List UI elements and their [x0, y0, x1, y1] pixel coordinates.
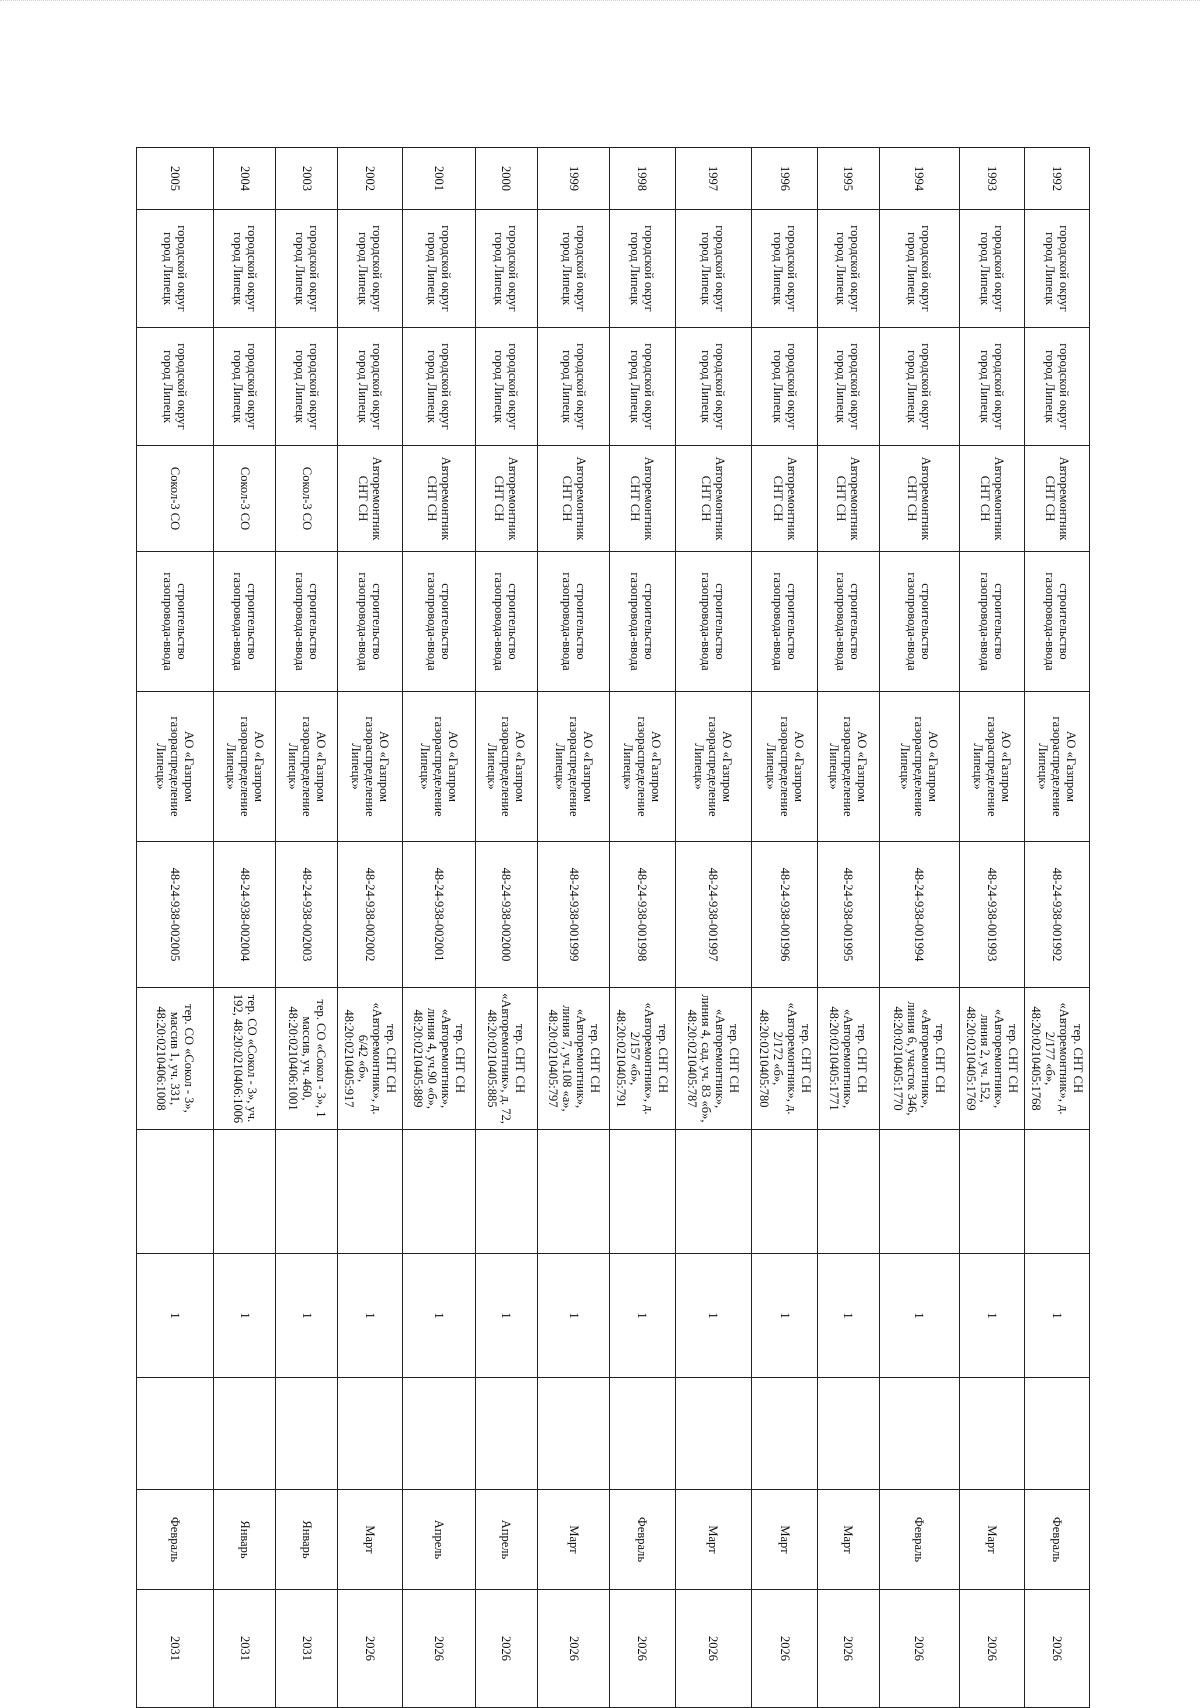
quantity-cell: 1	[137, 1254, 214, 1378]
work-type-cell: строительство газопровода-ввода	[337, 552, 402, 692]
sector-cell: Авторемонтник СНТ СН	[403, 446, 476, 552]
scan-top-edge	[0, 0, 1200, 12]
table-row	[610, 148, 675, 1708]
object-code-cell: 48-24-938-002000	[475, 842, 537, 988]
address-cell: тер. СНТ СН «Авторемонтник», линия 4, сад. уч. 83 «б», 48:20:0210405:787	[675, 988, 752, 1130]
quantity-cell: 1	[276, 1254, 338, 1378]
row-number-cell: 1995	[817, 148, 879, 210]
month-cell: Март	[959, 1490, 1024, 1590]
district-cell: городской округ город Липецк	[537, 210, 610, 328]
empty-cell	[752, 1130, 817, 1254]
empty-cell	[276, 1378, 338, 1490]
district-cell: городской округ город Липецк	[337, 210, 402, 328]
row-number-cell: 1996	[752, 148, 817, 210]
empty-cell	[879, 1378, 959, 1490]
quantity-cell: 1	[337, 1254, 402, 1378]
organization-cell: АО «Газпром газораспределение Липецк»	[879, 692, 959, 842]
row-number-cell: 1999	[537, 148, 610, 210]
empty-cell	[137, 1378, 214, 1490]
year-cell: 2026	[475, 1590, 537, 1708]
settlement-cell: городской округ город Липецк	[1024, 328, 1089, 446]
table-row	[959, 148, 1024, 1708]
object-code-cell: 48-24-938-001997	[675, 842, 752, 988]
row-number-cell: 2000	[475, 148, 537, 210]
year-cell: 2026	[537, 1590, 610, 1708]
row-number-cell: 1992	[1024, 148, 1089, 210]
object-code-cell: 48-24-938-001996	[752, 842, 817, 988]
month-cell: Март	[337, 1490, 402, 1590]
month-cell: Март	[752, 1490, 817, 1590]
object-code-cell: 48-24-938-001998	[610, 842, 675, 988]
sector-cell: Авторемонтник СНТ СН	[475, 446, 537, 552]
work-type-cell: строительство газопровода-ввода	[137, 552, 214, 692]
object-code-cell: 48-24-938-002003	[276, 842, 338, 988]
empty-cell	[675, 1378, 752, 1490]
district-cell: городской округ город Липецк	[475, 210, 537, 328]
month-cell: Март	[817, 1490, 879, 1590]
organization-cell: АО «Газпром газораспределение Липецк»	[337, 692, 402, 842]
address-cell: тер. СНТ СН «Авторемонтник», д. 2/177 «б», 48:20:0210405:1768	[1024, 988, 1089, 1130]
table-row	[537, 148, 610, 1708]
year-cell: 2026	[879, 1590, 959, 1708]
empty-cell	[475, 1130, 537, 1254]
settlement-cell: городской округ город Липецк	[879, 328, 959, 446]
quantity-cell: 1	[752, 1254, 817, 1378]
month-cell: Февраль	[1024, 1490, 1089, 1590]
sector-cell: Авторемонтник СНТ СН	[337, 446, 402, 552]
district-cell: городской округ город Липецк	[675, 210, 752, 328]
gasification-schedule-table	[136, 147, 1090, 1708]
sector-cell: Авторемонтник СНТ СН	[752, 446, 817, 552]
settlement-cell: городской округ город Липецк	[214, 328, 276, 446]
object-code-cell: 48-24-938-001994	[879, 842, 959, 988]
year-cell: 2031	[214, 1590, 276, 1708]
organization-cell: АО «Газпром газораспределение Липецк»	[537, 692, 610, 842]
sector-cell: Авторемонтник СНТ СН	[817, 446, 879, 552]
work-type-cell: строительство газопровода-ввода	[610, 552, 675, 692]
empty-cell	[1024, 1378, 1089, 1490]
empty-cell	[1024, 1130, 1089, 1254]
object-code-cell: 48-24-938-001992	[1024, 842, 1089, 988]
quantity-cell: 1	[817, 1254, 879, 1378]
address-cell: тер. СНТ СН «Авторемонтник», д. 2/157 «б», 48:20:0210405:791	[610, 988, 675, 1130]
row-number-cell: 1993	[959, 148, 1024, 210]
organization-cell: АО «Газпром газораспределение Липецк»	[752, 692, 817, 842]
work-type-cell: строительство газопровода-ввода	[475, 552, 537, 692]
table-row	[137, 148, 214, 1708]
empty-cell	[214, 1130, 276, 1254]
organization-cell: АО «Газпром газораспределение Липецк»	[817, 692, 879, 842]
district-cell: городской округ город Липецк	[817, 210, 879, 328]
settlement-cell: городской округ город Липецк	[137, 328, 214, 446]
table-row	[752, 148, 817, 1708]
quantity-cell: 1	[610, 1254, 675, 1378]
empty-cell	[403, 1378, 476, 1490]
sector-cell: Авторемонтник СНТ СН	[959, 446, 1024, 552]
month-cell: Февраль	[610, 1490, 675, 1590]
sector-cell: Авторемонтник СНТ СН	[675, 446, 752, 552]
row-number-cell: 1994	[879, 148, 959, 210]
month-cell: Апрель	[403, 1490, 476, 1590]
district-cell: городской округ город Липецк	[752, 210, 817, 328]
empty-cell	[675, 1130, 752, 1254]
empty-cell	[137, 1130, 214, 1254]
empty-cell	[337, 1378, 402, 1490]
row-number-cell: 1998	[610, 148, 675, 210]
settlement-cell: городской округ город Липецк	[276, 328, 338, 446]
settlement-cell: городской округ город Липецк	[537, 328, 610, 446]
sector-cell: Авторемонтник СНТ СН	[537, 446, 610, 552]
work-type-cell: строительство газопровода-ввода	[675, 552, 752, 692]
empty-cell	[337, 1130, 402, 1254]
row-number-cell: 2004	[214, 148, 276, 210]
sector-cell: Сокол-3 СО	[214, 446, 276, 552]
object-code-cell: 48-24-938-002005	[137, 842, 214, 988]
work-type-cell: строительство газопровода-ввода	[959, 552, 1024, 692]
empty-cell	[817, 1130, 879, 1254]
month-cell: Март	[675, 1490, 752, 1590]
quantity-cell: 1	[403, 1254, 476, 1378]
year-cell: 2026	[337, 1590, 402, 1708]
empty-cell	[537, 1130, 610, 1254]
district-cell: городской округ город Липецк	[214, 210, 276, 328]
table-row	[337, 148, 402, 1708]
quantity-cell: 1	[675, 1254, 752, 1378]
empty-cell	[475, 1378, 537, 1490]
year-cell: 2026	[752, 1590, 817, 1708]
address-cell: тер. СНТ СН «Авторемонтник», д. 6/42 «б», 48:20:0210405:917	[337, 988, 402, 1130]
empty-cell	[403, 1130, 476, 1254]
work-type-cell: строительство газопровода-ввода	[817, 552, 879, 692]
sector-cell: Авторемонтник СНТ СН	[1024, 446, 1089, 552]
settlement-cell: городской округ город Липецк	[752, 328, 817, 446]
object-code-cell: 48-24-938-001999	[537, 842, 610, 988]
empty-cell	[610, 1130, 675, 1254]
settlement-cell: городской округ город Липецк	[675, 328, 752, 446]
empty-cell	[537, 1378, 610, 1490]
organization-cell: АО «Газпром газораспределение Липецк»	[137, 692, 214, 842]
table-row	[475, 148, 537, 1708]
sector-cell: Авторемонтник СНТ СН	[610, 446, 675, 552]
empty-cell	[959, 1378, 1024, 1490]
row-number-cell: 2002	[337, 148, 402, 210]
year-cell: 2026	[959, 1590, 1024, 1708]
object-code-cell: 48-24-938-002004	[214, 842, 276, 988]
empty-cell	[879, 1130, 959, 1254]
empty-cell	[959, 1130, 1024, 1254]
work-type-cell: строительство газопровода-ввода	[403, 552, 476, 692]
organization-cell: АО «Газпром газораспределение Липецк»	[675, 692, 752, 842]
organization-cell: АО «Газпром газораспределение Липецк»	[403, 692, 476, 842]
organization-cell: АО «Газпром газораспределение Липецк»	[610, 692, 675, 842]
empty-cell	[817, 1378, 879, 1490]
settlement-cell: городской округ город Липецк	[817, 328, 879, 446]
row-number-cell: 2003	[276, 148, 338, 210]
quantity-cell: 1	[959, 1254, 1024, 1378]
object-code-cell: 48-24-938-001995	[817, 842, 879, 988]
quantity-cell: 1	[537, 1254, 610, 1378]
organization-cell: АО «Газпром газораспределение Липецк»	[276, 692, 338, 842]
row-number-cell: 1997	[675, 148, 752, 210]
address-cell: тер. СНТ СН «Авторемонтник», линия 6, участок 346, 48:20:0210405:1770	[879, 988, 959, 1130]
settlement-cell: городской округ город Липецк	[610, 328, 675, 446]
year-cell: 2026	[403, 1590, 476, 1708]
rotated-table-wrapper	[136, 147, 1090, 1707]
address-cell: тер. СО «Сокол - 3», уч. 192, 48:20:0210406:1006	[214, 988, 276, 1130]
object-code-cell: 48-24-938-002001	[403, 842, 476, 988]
address-cell: тер. СНТ СН «Авторемонтник», линия 4, уч.90 «б», 48:20:0210405:889	[403, 988, 476, 1130]
district-cell: городской округ город Липецк	[610, 210, 675, 328]
organization-cell: АО «Газпром газораспределение Липецк»	[959, 692, 1024, 842]
work-type-cell: строительство газопровода-ввода	[214, 552, 276, 692]
organization-cell: АО «Газпром газораспределение Липецк»	[214, 692, 276, 842]
table-row	[675, 148, 752, 1708]
settlement-cell: городской округ город Липецк	[403, 328, 476, 446]
empty-cell	[214, 1378, 276, 1490]
table-row	[879, 148, 959, 1708]
organization-cell: АО «Газпром газораспределение Липецк»	[475, 692, 537, 842]
district-cell: городской округ город Липецк	[879, 210, 959, 328]
year-cell: 2031	[137, 1590, 214, 1708]
work-type-cell: строительство газопровода-ввода	[537, 552, 610, 692]
table-body	[137, 148, 1090, 1708]
settlement-cell: городской округ город Липецк	[475, 328, 537, 446]
year-cell: 2026	[675, 1590, 752, 1708]
address-cell: тер. СО «Сокол - 3», массив 1, уч. 331, 48:20:0210406:1008	[137, 988, 214, 1130]
organization-cell: АО «Газпром газораспределение Липецк»	[1024, 692, 1089, 842]
year-cell: 2026	[610, 1590, 675, 1708]
quantity-cell: 1	[214, 1254, 276, 1378]
year-cell: 2031	[276, 1590, 338, 1708]
table-row	[1024, 148, 1089, 1708]
settlement-cell: городской округ город Липецк	[337, 328, 402, 446]
work-type-cell: строительство газопровода-ввода	[276, 552, 338, 692]
empty-cell	[752, 1378, 817, 1490]
settlement-cell: городской округ город Липецк	[959, 328, 1024, 446]
month-cell: Январь	[214, 1490, 276, 1590]
district-cell: городской округ город Липецк	[1024, 210, 1089, 328]
sector-cell: Сокол-3 СО	[137, 446, 214, 552]
object-code-cell: 48-24-938-001993	[959, 842, 1024, 988]
address-cell: тер. СНТ СН «Авторемонтник», линия 2, уч. 152, 48:20:0210405:1769	[959, 988, 1024, 1130]
address-cell: тер. СНТ СН «Авторемонтник», д. 72, 48:20:0210405:885	[475, 988, 537, 1130]
month-cell: Январь	[276, 1490, 338, 1590]
month-cell: Март	[537, 1490, 610, 1590]
table-row	[276, 148, 338, 1708]
address-cell: тер. СНТ СН «Авторемонтник», линия 7, уч.108 «а», 48:20:0210405:797	[537, 988, 610, 1130]
district-cell: городской округ город Липецк	[276, 210, 338, 328]
empty-cell	[276, 1130, 338, 1254]
district-cell: городской округ город Липецк	[403, 210, 476, 328]
sector-cell: Авторемонтник СНТ СН	[879, 446, 959, 552]
work-type-cell: строительство газопровода-ввода	[752, 552, 817, 692]
district-cell: городской округ город Липецк	[137, 210, 214, 328]
table-row	[214, 148, 276, 1708]
address-cell: тер. СНТ СН «Авторемонтник», д. 2/172 «б», 48:20:0210405:780	[752, 988, 817, 1130]
month-cell: Февраль	[879, 1490, 959, 1590]
sector-cell: Сокол-3 СО	[276, 446, 338, 552]
work-type-cell: строительство газопровода-ввода	[1024, 552, 1089, 692]
empty-cell	[610, 1378, 675, 1490]
table-row	[817, 148, 879, 1708]
quantity-cell: 1	[475, 1254, 537, 1378]
year-cell: 2026	[1024, 1590, 1089, 1708]
month-cell: Апрель	[475, 1490, 537, 1590]
month-cell: Февраль	[137, 1490, 214, 1590]
row-number-cell: 2001	[403, 148, 476, 210]
work-type-cell: строительство газопровода-ввода	[879, 552, 959, 692]
table-row	[403, 148, 476, 1708]
quantity-cell: 1	[879, 1254, 959, 1378]
year-cell: 2026	[817, 1590, 879, 1708]
address-cell: тер. СО «Сокол - 3», 1 массив, уч. 460, 48:20:0210406:1001	[276, 988, 338, 1130]
object-code-cell: 48-24-938-002002	[337, 842, 402, 988]
row-number-cell: 2005	[137, 148, 214, 210]
quantity-cell: 1	[1024, 1254, 1089, 1378]
district-cell: городской округ город Липецк	[959, 210, 1024, 328]
address-cell: тер. СНТ СН «Авторемонтник», 48:20:0210405:1771	[817, 988, 879, 1130]
